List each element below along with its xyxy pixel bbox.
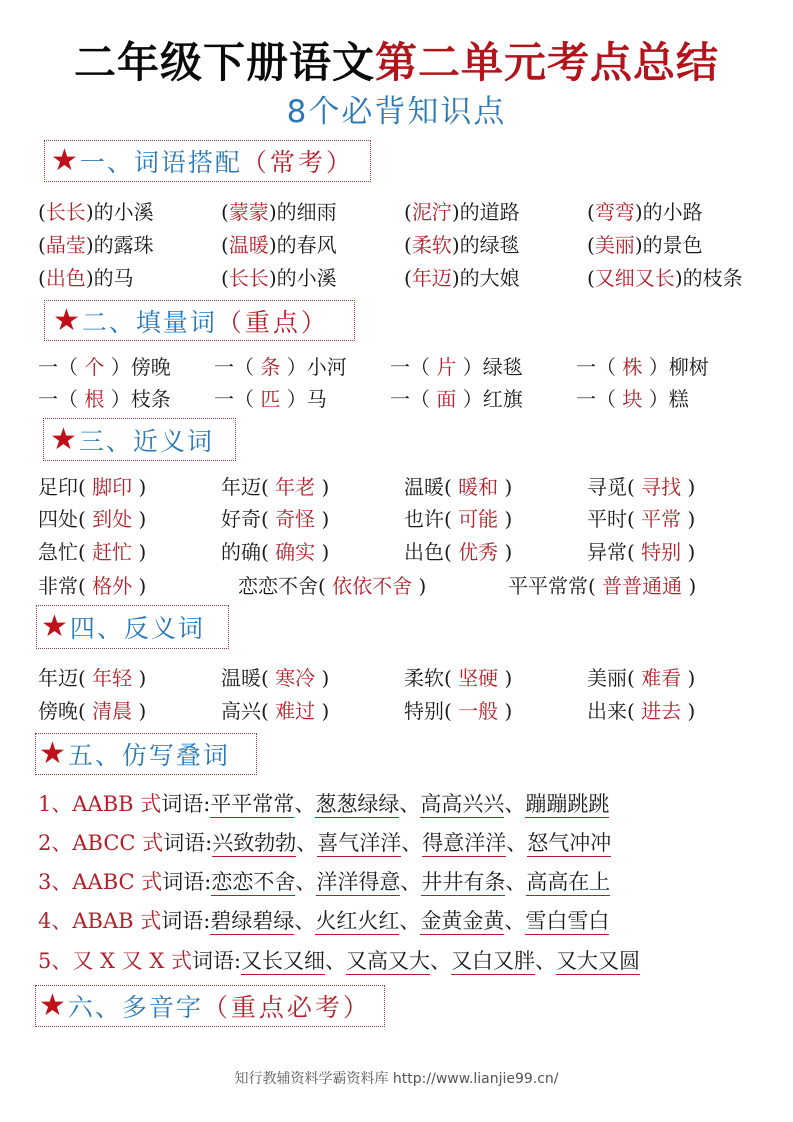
answer: 根 xyxy=(84,387,105,411)
answer: 奇怪 xyxy=(275,507,316,531)
synonym-row xyxy=(38,471,778,503)
prefix: 一（ xyxy=(576,355,616,379)
example-word: 高高兴兴 xyxy=(420,792,505,816)
section-note: （常考） xyxy=(241,148,354,177)
phrase: 的小路 xyxy=(642,200,703,224)
section-heading-measure-words xyxy=(44,300,355,341)
antonym-row xyxy=(38,662,778,694)
example-word: 怒气冲冲 xyxy=(527,831,612,855)
word: 恋恋不舍 xyxy=(238,574,318,598)
answer: 平常 xyxy=(641,507,682,531)
example-word: 洋洋得意 xyxy=(316,870,401,894)
separator: 、 xyxy=(504,792,526,816)
section-heading-antonyms xyxy=(36,605,229,649)
answer: 又细又长 xyxy=(594,266,675,290)
word: 的确 xyxy=(221,540,261,564)
measure-word-row xyxy=(38,351,778,383)
phrase: ）枝条 xyxy=(110,387,171,411)
collocation-item: (年迈)的大娘 xyxy=(404,266,520,290)
star-icon: ★ xyxy=(39,988,66,1023)
pattern-row-abcc xyxy=(38,827,778,859)
word: 出来 xyxy=(587,699,627,723)
answer: 清晨 xyxy=(92,699,133,723)
synonym-item: 非常( 格外 ) xyxy=(38,574,147,598)
separator: 、 xyxy=(535,949,557,973)
synonym-item: 的确( 确实 ) xyxy=(221,540,330,564)
synonym-item: 足印( 脚印 ) xyxy=(38,475,147,499)
separator: 、 xyxy=(325,949,347,973)
words-label: 词语: xyxy=(161,792,211,816)
answer: 脚印 xyxy=(92,475,133,499)
answer: 确实 xyxy=(275,540,316,564)
word: 好奇 xyxy=(221,507,261,531)
example-word: 又白又胖 xyxy=(451,949,536,973)
page-title xyxy=(0,38,793,88)
phrase: 的大娘 xyxy=(459,266,520,290)
section-heading-reduplicated-words xyxy=(35,733,257,775)
separator: 、 xyxy=(401,831,423,855)
measure-word-item xyxy=(576,351,709,383)
example-word: 葱葱绿绿 xyxy=(315,792,400,816)
star-icon: ★ xyxy=(41,609,68,644)
phrase: ）红旗 xyxy=(462,387,523,411)
measure-word-item xyxy=(390,351,523,383)
synonym-item: 好奇( 奇怪 ) xyxy=(221,507,330,531)
example-word: 又长又细 xyxy=(241,949,326,973)
phrase: ）绿毯 xyxy=(462,355,523,379)
word: 急忙 xyxy=(38,540,78,564)
synonym-item: 年迈( 年老 ) xyxy=(221,475,330,499)
word: 温暖 xyxy=(221,666,261,690)
word: 寻觅 xyxy=(587,475,627,499)
pattern-label: AABB 式 xyxy=(72,792,162,816)
section-title: 一、词语搭配 xyxy=(79,148,242,177)
synonym-item: 异常( 特别 ) xyxy=(587,540,696,564)
pattern-row-yox-yox xyxy=(38,945,778,977)
measure-word-item xyxy=(214,351,347,383)
title-part-unit: 第二单元考点总结 xyxy=(375,38,720,87)
phrase: ）糕 xyxy=(648,387,689,411)
star-icon: ★ xyxy=(51,143,78,178)
phrase: 的小溪 xyxy=(93,200,154,224)
phrase: 的枝条 xyxy=(682,266,743,290)
words-label: 词语: xyxy=(163,831,213,855)
synonym-item: 平平常常( 普普通通 ) xyxy=(508,574,697,598)
pattern-label: AABC 式 xyxy=(72,870,163,894)
answer: 依依不舍 xyxy=(332,574,413,598)
answer: 条 xyxy=(260,355,281,379)
answer: 片 xyxy=(436,355,457,379)
collocation-item: (弯弯)的小路 xyxy=(587,200,703,224)
footer-watermark: 知行教辅资料学霸资料库 http://www.lianjie99.cn/ xyxy=(234,1071,559,1087)
phrase: 的绿毯 xyxy=(459,233,520,257)
example-word: 喜气洋洋 xyxy=(317,831,402,855)
answer: 温暖 xyxy=(228,233,269,257)
prefix: 一（ xyxy=(38,387,78,411)
phrase: ）傍晚 xyxy=(110,355,171,379)
synonym-item: 急忙( 赶忙 ) xyxy=(38,540,147,564)
answer: 块 xyxy=(622,387,643,411)
synonym-row xyxy=(38,570,778,602)
words-label: 词语: xyxy=(161,909,211,933)
answer: 难过 xyxy=(275,699,316,723)
answer: 个 xyxy=(84,355,105,379)
phrase: ）小河 xyxy=(286,355,347,379)
section-title: 四、反义词 xyxy=(69,614,205,643)
collocation-item: (又细又长)的枝条 xyxy=(587,266,743,290)
word: 年迈 xyxy=(38,666,78,690)
item-number: 1、 xyxy=(38,792,73,816)
synonym-item: 寻觅( 寻找 ) xyxy=(587,475,696,499)
section-heading-polyphones xyxy=(35,985,385,1027)
antonym-item: 傍晚( 清晨 ) xyxy=(38,699,147,723)
section-note: （重点必考） xyxy=(202,993,371,1022)
item-number: 2、 xyxy=(38,831,73,855)
word: 美丽 xyxy=(587,666,627,690)
phrase: ）马 xyxy=(286,387,327,411)
antonym-row xyxy=(38,695,778,727)
answer: 暖和 xyxy=(458,475,499,499)
collocation-item: (温暖)的春风 xyxy=(221,233,337,257)
example-word: 又高又大 xyxy=(346,949,431,973)
antonym-item: 高兴( 难过 ) xyxy=(221,699,330,723)
example-word: 得意洋洋 xyxy=(422,831,507,855)
separator: 、 xyxy=(296,831,318,855)
answer: 坚硬 xyxy=(458,666,499,690)
prefix: 一（ xyxy=(214,355,254,379)
separator: 、 xyxy=(294,909,316,933)
phrase: 的马 xyxy=(93,266,134,290)
title-part-grade: 二年级下册语文 xyxy=(73,38,375,87)
phrase: 的道路 xyxy=(459,200,520,224)
word: 平时 xyxy=(587,507,627,531)
collocation-item: (美丽)的景色 xyxy=(587,233,703,257)
word: 柔软 xyxy=(404,666,444,690)
synonym-row xyxy=(38,536,778,568)
antonym-item: 柔软( 坚硬 ) xyxy=(404,666,513,690)
example-word: 高高在上 xyxy=(526,870,611,894)
word: 出色 xyxy=(404,540,444,564)
synonym-row xyxy=(38,503,778,535)
word: 傍晚 xyxy=(38,699,78,723)
synonym-item: 恋恋不舍( 依依不舍 ) xyxy=(238,574,427,598)
answer: 难看 xyxy=(641,666,682,690)
prefix: 一（ xyxy=(390,355,430,379)
example-word: 碧绿碧绿 xyxy=(210,909,295,933)
section-title: 六、多音字 xyxy=(67,993,203,1022)
measure-word-item xyxy=(576,383,689,415)
measure-word-item xyxy=(214,383,327,415)
measure-word-row xyxy=(38,383,778,415)
section-note: （重点） xyxy=(216,307,329,337)
collocation-item: (长长)的小溪 xyxy=(38,200,154,224)
synonym-item: 四处( 到处 ) xyxy=(38,507,147,531)
answer: 特别 xyxy=(641,540,682,564)
example-word: 又大又圆 xyxy=(556,949,641,973)
answer: 普普通通 xyxy=(602,574,683,598)
collocation-row xyxy=(38,229,778,261)
collocation-item: (柔软)的绿毯 xyxy=(404,233,520,257)
phrase: 的细雨 xyxy=(276,200,337,224)
example-word: 兴致勃勃 xyxy=(212,831,297,855)
pattern-row-aabc xyxy=(38,866,778,898)
antonym-item: 年迈( 年轻 ) xyxy=(38,666,147,690)
separator: 、 xyxy=(505,870,527,894)
prefix: 一（ xyxy=(576,387,616,411)
page-subtitle: 8个必背知识点 xyxy=(286,94,507,130)
answer: 弯弯 xyxy=(594,200,635,224)
answer: 面 xyxy=(436,387,457,411)
collocation-item: (泥泞)的道路 xyxy=(404,200,520,224)
collocation-item: (长长)的小溪 xyxy=(221,266,337,290)
word: 特别 xyxy=(404,699,444,723)
star-icon: ★ xyxy=(50,421,77,457)
item-number: 4、 xyxy=(38,909,73,933)
separator: 、 xyxy=(399,909,421,933)
collocation-row xyxy=(38,262,778,294)
word: 四处 xyxy=(38,507,78,531)
word: 年迈 xyxy=(221,475,261,499)
answer: 可能 xyxy=(458,507,499,531)
synonym-item: 也许( 可能 ) xyxy=(404,507,513,531)
answer: 蒙蒙 xyxy=(228,200,269,224)
synonym-item: 温暖( 暖和 ) xyxy=(404,475,513,499)
word: 异常 xyxy=(587,540,627,564)
separator: 、 xyxy=(430,949,452,973)
answer: 长长 xyxy=(228,266,269,290)
pattern-label: 又 X 又 X 式 xyxy=(72,949,192,973)
answer: 寻找 xyxy=(641,475,682,499)
separator: 、 xyxy=(504,909,526,933)
antonym-item: 温暖( 寒冷 ) xyxy=(221,666,330,690)
answer: 格外 xyxy=(92,574,133,598)
section-title: 三、近义词 xyxy=(78,426,214,456)
item-number: 5、 xyxy=(38,949,73,973)
answer: 柔软 xyxy=(411,233,452,257)
pattern-label: ABAB 式 xyxy=(72,909,162,933)
prefix: 一（ xyxy=(214,387,254,411)
phrase: 的春风 xyxy=(276,233,337,257)
answer: 匹 xyxy=(260,387,281,411)
example-word: 恋恋不舍 xyxy=(211,870,296,894)
example-word: 井井有条 xyxy=(421,870,506,894)
antonym-item: 出来( 进去 ) xyxy=(587,699,696,723)
answer: 长长 xyxy=(45,200,86,224)
pattern-label: ABCC 式 xyxy=(72,831,164,855)
separator: 、 xyxy=(506,831,528,855)
prefix: 一（ xyxy=(390,387,430,411)
answer: 晶莹 xyxy=(45,233,86,257)
answer: 赶忙 xyxy=(92,540,133,564)
answer: 年老 xyxy=(275,475,316,499)
section-heading-collocations xyxy=(44,140,371,182)
word: 高兴 xyxy=(221,699,261,723)
phrase: 的景色 xyxy=(642,233,703,257)
prefix: 一（ xyxy=(38,355,78,379)
answer: 出色 xyxy=(45,266,86,290)
measure-word-item xyxy=(390,383,523,415)
example-word: 雪白雪白 xyxy=(525,909,610,933)
separator: 、 xyxy=(399,792,421,816)
star-icon: ★ xyxy=(39,736,66,771)
measure-word-item xyxy=(38,351,171,383)
synonym-item: 平时( 平常 ) xyxy=(587,507,696,531)
separator: 、 xyxy=(400,870,422,894)
section-title: 五、仿写叠词 xyxy=(67,741,230,770)
example-word: 火红火红 xyxy=(315,909,400,933)
separator: 、 xyxy=(294,792,316,816)
words-label: 词语: xyxy=(162,870,212,894)
synonym-item: 出色( 优秀 ) xyxy=(404,540,513,564)
answer: 优秀 xyxy=(458,540,499,564)
phrase: ）柳树 xyxy=(648,355,709,379)
word: 也许 xyxy=(404,507,444,531)
answer: 株 xyxy=(622,355,643,379)
example-word: 金黄金黄 xyxy=(420,909,505,933)
pattern-row-abab xyxy=(38,905,778,937)
section-title: 二、填量词 xyxy=(81,307,217,337)
answer: 寒冷 xyxy=(275,666,316,690)
antonym-item: 美丽( 难看 ) xyxy=(587,666,696,690)
word: 非常 xyxy=(38,574,78,598)
collocation-item: (晶莹)的露珠 xyxy=(38,233,154,257)
answer: 到处 xyxy=(92,507,133,531)
collocation-item: (蒙蒙)的细雨 xyxy=(221,200,337,224)
answer: 进去 xyxy=(641,699,682,723)
phrase: 的露珠 xyxy=(93,233,154,257)
answer: 年轻 xyxy=(92,666,133,690)
measure-word-item xyxy=(38,383,171,415)
phrase: 的小溪 xyxy=(276,266,337,290)
answer: 年迈 xyxy=(411,266,452,290)
word: 温暖 xyxy=(404,475,444,499)
answer: 一般 xyxy=(458,699,499,723)
separator: 、 xyxy=(295,870,317,894)
answer: 泥泞 xyxy=(411,200,452,224)
collocation-row xyxy=(38,196,778,228)
section-heading-synonyms xyxy=(43,418,236,461)
words-label: 词语: xyxy=(191,949,242,973)
example-word: 蹦蹦跳跳 xyxy=(525,792,610,816)
example-word: 平平常常 xyxy=(210,792,295,816)
pattern-row-aabb xyxy=(38,788,778,820)
answer: 美丽 xyxy=(594,233,635,257)
word: 平平常常 xyxy=(508,574,588,598)
item-number: 3、 xyxy=(38,870,73,894)
star-icon: ★ xyxy=(53,302,80,338)
word: 足印 xyxy=(38,475,78,499)
antonym-item: 特别( 一般 ) xyxy=(404,699,513,723)
collocation-item: (出色)的马 xyxy=(38,266,134,290)
